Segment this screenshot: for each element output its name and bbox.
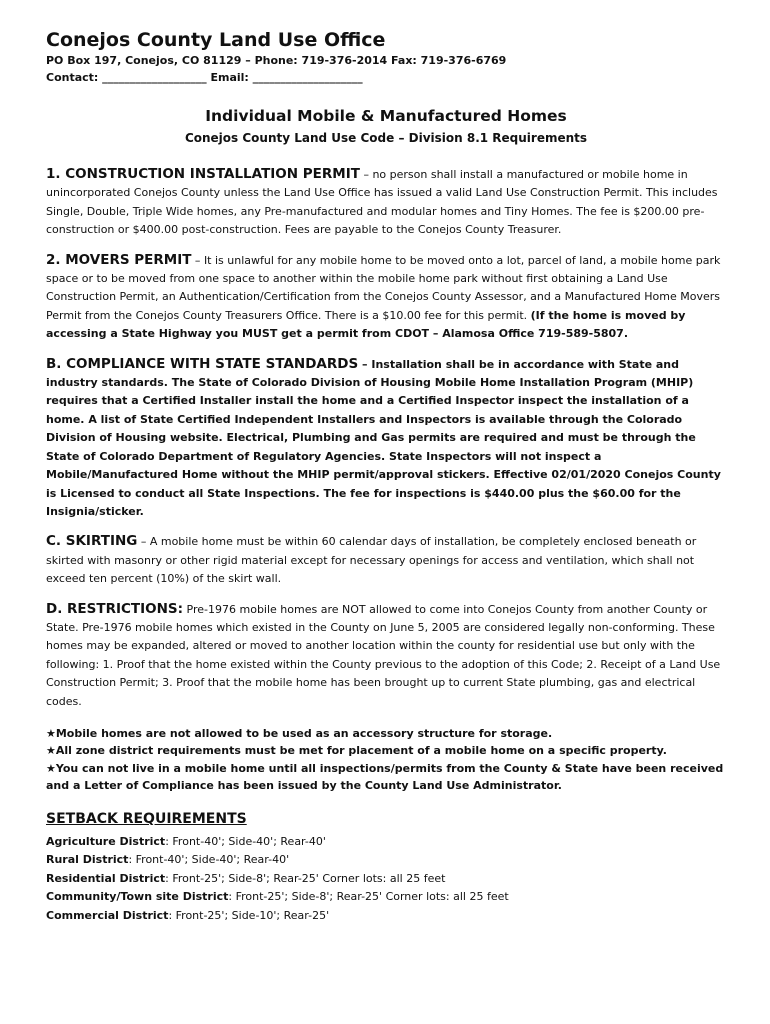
district-rule: : Front-25'; Side-8'; Rear-25' Corner lots: all 25 feet <box>165 871 446 885</box>
setback-district-list <box>46 833 726 926</box>
document-page <box>46 28 726 925</box>
section-state-standards <box>46 355 726 522</box>
section-body: Pre-1976 mobile homes are NOT allowed to come into Conejos County from another County or State. Pre-1976 mobile homes which existed in the County on June 5, 2005 are considered legally non-conforming. These homes may be expanded, altered or moved to another location within the county for residential use but only with the following: 1. Proof that the home existed within the County previous to the adoption of this Code; 2. Receipt of a Land Use Construction Permit; 3. Proof that the mobile home has been brought up to current State plumbing, gas and electrical codes. <box>46 602 721 708</box>
district-rule: : Front-40'; Side-40'; Rear-40' <box>128 853 290 867</box>
document-title: Individual Mobile & Manufactured Homes <box>205 107 567 125</box>
district-rule: : Front-25'; Side-10'; Rear-25' <box>168 908 330 922</box>
cdot-notice: (If the home is moved by accessing a State Highway you MUST get a permit from CDOT – Alamosa Office 719-589-5807. <box>46 308 686 341</box>
district-row <box>46 851 726 870</box>
section-skirting <box>46 532 726 588</box>
section-heading: B. COMPLIANCE WITH STATE STANDARDS <box>46 355 359 372</box>
section-construction-permit <box>46 165 726 240</box>
district-row <box>46 833 726 852</box>
section-dash: – <box>191 253 204 267</box>
address-line: PO Box 197, Conejos, CO 81129 – Phone: 719-376-2014 Fax: 719-376-6769 <box>46 54 507 67</box>
section-body: Installation shall be in accordance with State and industry standards. The State of Colorado Division of Housing Mobile Home Installation Program (MHIP) requires that a Certified Installer install the home and a Certified Inspector inspect the installation of a home. A list of State Certified Independent Installers and Inspectors is available through the Colorado Division of Housing website. Electrical, Plumbing and Gas permits are required and must be through the State of Colorado Department of Regulatory Agencies. State Inspectors will not inspect a Mobile/Manufactured Home without the MHIP permit/approval stickers. Effective 02/01/2020 Conejos County is Licensed to conduct all State Inspections. The fee for inspections is $440.00 plus the $60.00 for the Insignia/sticker. <box>46 357 721 518</box>
section-body: A mobile home must be within 60 calendar days of installation, be completely enclosed beneath or skirted with masonry or other rigid material except for necessary openings for access and ventilation, which shall not exceed ten percent (10%) of the skirt wall. <box>46 535 697 586</box>
notes-list <box>46 725 726 795</box>
setback-title: SETBACK REQUIREMENTS <box>46 810 247 827</box>
district-name: Rural District <box>46 853 129 867</box>
note-item: ★All zone district requirements must be met for placement of a mobile home on a specific property. <box>46 744 667 758</box>
contact-line: Contact: ___________________ Email: ____________________ <box>46 71 363 84</box>
district-rule: : Front-25'; Side-8'; Rear-25' Corner lots: all 25 feet <box>228 890 509 904</box>
section-heading: 1. CONSTRUCTION INSTALLATION PERMIT <box>46 166 360 182</box>
note-item: ★Mobile homes are not allowed to be used as an accessory structure for storage. <box>46 726 553 740</box>
section-heading: C. SKIRTING <box>46 533 138 550</box>
section-dash: – <box>359 168 373 181</box>
district-name: Agriculture District <box>46 834 166 848</box>
section-movers-permit <box>46 251 726 344</box>
section-body: no person shall install a manufactured or mobile home in unincorporated Conejos County unless the Land Use Office has issued a valid Land Use Construction Permit. This includes Single, Double, Triple Wide homes, any Pre-manufactured and modular homes and Tiny Homes. The fee is $200.00 pre-construction or $400.00 post-construction. Fees are payable to the Conejos County Treasurer. <box>46 168 718 237</box>
section-dash: – <box>137 535 150 549</box>
district-row <box>46 870 726 889</box>
section-body: It is unlawful for any mobile home to be moved onto a lot, parcel of land, a mobile home park space or to be moved from one space to another within the mobile home park without first obtaining a Land Use Construction Permit, an Authentication/Certification from the Conejos County Assessor, and a Manufactured Home Movers Permit from the Conejos County Treasurers Office. There is a $10.00 fee for this permit. <box>46 253 721 322</box>
org-title: Conejos County Land Use Office <box>46 29 386 51</box>
district-row <box>46 907 726 926</box>
district-name: Commercial District <box>46 908 169 922</box>
district-row <box>46 888 726 907</box>
district-name: Community/Town site District <box>46 890 229 904</box>
section-heading: D. RESTRICTIONS: <box>46 600 184 617</box>
section-dash: – <box>358 357 372 371</box>
district-rule: : Front-40'; Side-40'; Rear-40' <box>165 834 326 848</box>
document-subtitle: Conejos County Land Use Code – Division 8.1 Requirements <box>184 131 588 145</box>
section-heading: 2. MOVERS PERMIT <box>46 251 192 268</box>
district-name: Residential District <box>46 871 166 885</box>
section-restrictions <box>46 600 726 711</box>
note-item: ★You can not live in a mobile home until all inspections/permits from the County & State have been received and a Letter of Compliance has been issued by the County Land Use Administrator. <box>46 761 724 793</box>
